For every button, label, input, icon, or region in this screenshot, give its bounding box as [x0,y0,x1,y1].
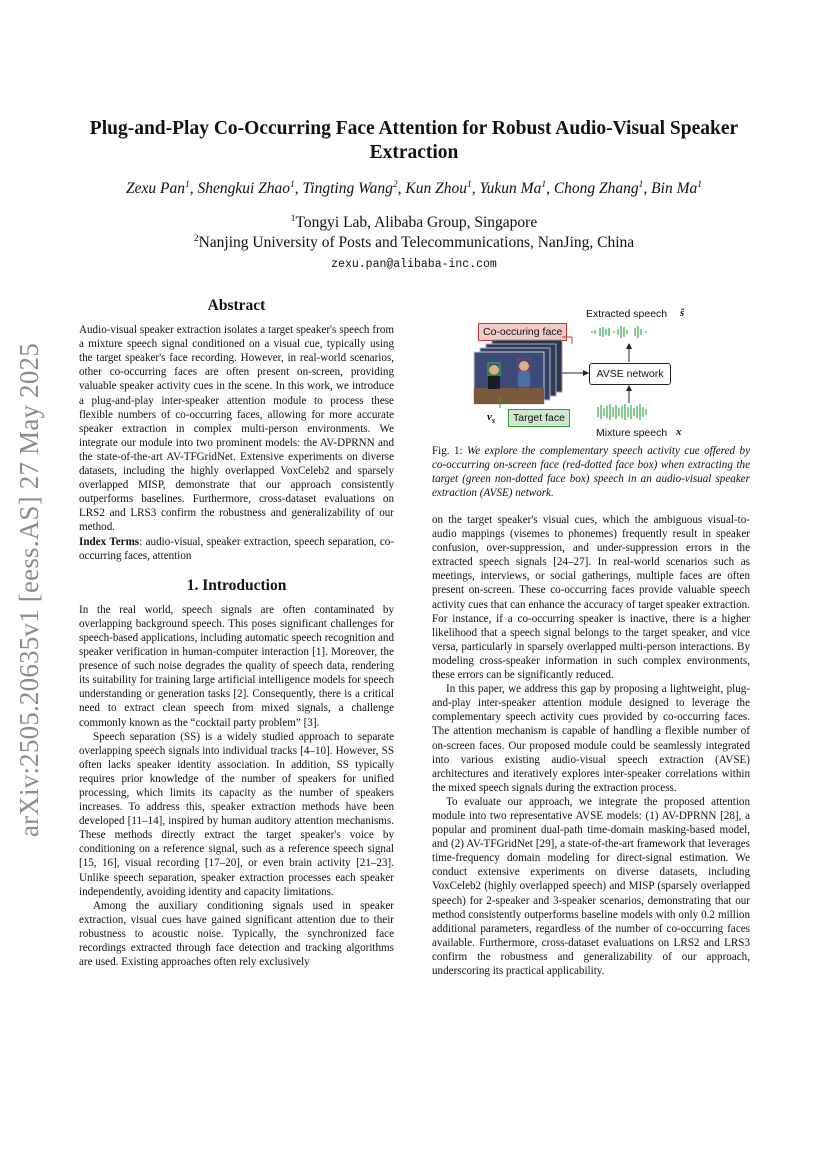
left-column [79,299,394,969]
author: Tingting Wang [302,180,393,197]
arxiv-identifier: arXiv:2505.20635v1 [eess.AS] 27 May 2025 [14,343,44,837]
index-terms: Index Terms: audio-visual, speaker extraction, speech separation, co-occurring faces, attention [79,535,394,562]
cooccurring-face-label: Co-occuring face [478,323,567,341]
extracted-speech-waveform [592,326,646,338]
mixture-speech-label: Mixture speech [596,427,668,439]
figure-1-caption [432,444,750,500]
paper-title: Plug-and-Play Co-Occurring Face Attention for Robust Audio-Visual Speaker Extraction [89,118,739,163]
affiliation-1: $^1$Tongyi Lab, Alibaba Group, Singapore [290,213,538,231]
author: Kun Zhou [405,180,467,197]
intro-paragraph: Speech separation (SS) is a widely studied approach to separate overlapping speech signals into individual tracks [4–10]. However, SS often lacks speaker identity association. In addition, SS typically requires prior knowledge of the number of speakers for unified processing, which limits its capacity as the number of speakers increases. To address this, speaker extraction methods have been developed [11–14], inspired by human auditory attention mechanisms. These methods directly extract the target speaker's voice by conditioning on a reference signal, such as a reference speech signal [15, 16], visual recording [17–20], or even brain activity [21–23]. Unlike speech separation, speaker extraction processes each speaker independently, avoiding identity and capacity limitations. [79,730,394,898]
body-paragraph: In this paper, we address this gap by proposing a lightweight, plug-and-play inter-speaker attention module designed to leverage the complementary speech activity cues provided by co-occurring faces. The attention mechanism is capable of handling a flexible number of on-screen faces. Our proposed module could be seamlessly integrated into various existing audio-visual speech extraction (AVSE) architectures and iteratively explores inter-speaker correlations within the mixed speech signals during the extraction process. [432,683,750,794]
abstract-body: Audio-visual speaker extraction isolates a target speaker's speech from a mixture speech signal conditioned on a visual cue, typically using the target speaker's face recording. However, in real-world scenarios, other co-occurring faces are often present on-screen, providing valuable speaker activity cues in the scene. In this work, we introduce a plug-and-play inter-speaker attention module to process these flexible numbers of co-occurring faces, allowing for more accurate speaker extraction in complex multi-person environments. We integrate our module into two prominent models: the AV-DPRNN and the state-of-the-art AV-TFGridNet. Extensive experiments on diverse datasets, including the highly overlapped VoxCeleb2 and sparsely overlapped MISP, demonstrate that our approach consistently outperforms baselines. Furthermore, cross-dataset evaluations on LRS2 and LRS3 confirm the robustness and generalizability of our method. [79,324,394,534]
author: Yukun Ma [479,180,542,197]
author: Zexu Pan [126,180,185,197]
author-email: zexu.pan@alibaba-inc.com [331,258,497,271]
avse-network-box: AVSE network [589,363,671,385]
intro-paragraph: In the real world, speech signals are often contaminated by overlapping background speech. This poses significant challenges for speech-based applications, including automatic speech recognition and speaker verification in human-computer interaction [1]. Moreover, the presence of such noise degrades the quality of speech data, rendering its suitability for training large artificial intelligence models for speech understanding or generation tasks [2]. Consequently, there is a critical need to extract clean speech from mixed signals, a challenge commonly known as the “cocktail party problem” [3]. [79,603,394,729]
author: Shengkui Zhao [197,180,291,197]
body-paragraph: To evaluate our approach, we integrate the proposed attention module into two representative AVSE models: (1) AV-DPRNN [28], a popular and prominent dual-path time-domain masking-based model, and (2) AV-TFGridNet [29], a state-of-the-art framework that leverages time-frequency domain modeling for direct-signal estimation. We conduct extensive experiments on diverse datasets, including VoxCeleb2 (highly overlapped speech) and MISP (sparsely overlapped speech) for 2-speaker and 3-speaker scenarios, demonstrating that our method consistently outperforms baseline models with only 0.2 million additional parameters, regardless of the number of co-occurring faces available. Furthermore, cross-dataset evaluations on LRS2 and LRS3 confirm the robustness and generalizability of our approach, underscoring its practical applicability. [432,795,750,977]
body-paragraph: on the target speaker's visual cues, which the ambiguous visual-to-audio mappings (visemes to phonemes) frequently result in speaker confusion, over-suppression, and under-suppression errors in the extracted speech signals [24–27]. In real-world scenarios such as meetings, interviews, or social gatherings, multiple faces are often present on-screen. These co-occurring faces provide valuable speech activity cues that can enhance the accuracy of target speaker extraction. For instance, if a co-occurring speaker is inactive, there is a higher likelihood that a speech signal belongs to the target speaker, and vice versa, particularly in sparsely overlapped multi-person interactions. By modeling cross-speaker information in such complex environments, these errors can be significantly reduced. [432,514,750,682]
intro-heading: 1. Introduction [186,576,287,594]
figure-diagram [432,300,750,440]
author: Chong Zhang [553,180,639,197]
figure-1 [432,300,750,440]
extracted-speech-label: Extracted speech [586,308,668,320]
mixture-speech-waveform [598,404,646,420]
intro-paragraph: Among the auxiliary conditioning signals used in speaker extraction, visual cues have gained significant attention due to their robustness to acoustic noise. Typically, the synchronized face recordings extracted through face detection and tracking algorithms are used. Existing approaches often rely exclusively [79,899,394,969]
affiliation-2: $^2$Nanjing University of Posts and Telecommunications, NanJing, China [193,233,635,251]
target-face-label: Target face [508,409,570,427]
abstract-heading: Abstract [207,297,266,314]
extracted-speech-symbol: ŝ [680,307,685,319]
target-face-symbol: $v_s$ [487,411,496,426]
video-frames [474,340,562,404]
caption-text: We explore the complementary speech activity cue offered by co-occurring on-screen face (red-dotted face box) when extracting the target (green non-dotted face box) speech in an audio-visual speaker extraction (AVSE) network. [432,445,750,500]
author-list: Zexu Pan$^1$, Shengkui Zhao$^1$, Tingting Wang$^2$, Kun Zhou$^1$, Yukun Ma$^1$, Chong Zhang$^1$, Bin Ma$^1$ [126,179,702,197]
caption-label: Fig. 1: [432,445,468,457]
right-column [432,513,750,978]
mixture-speech-symbol: x [676,426,682,438]
author: Bin Ma [651,180,698,197]
